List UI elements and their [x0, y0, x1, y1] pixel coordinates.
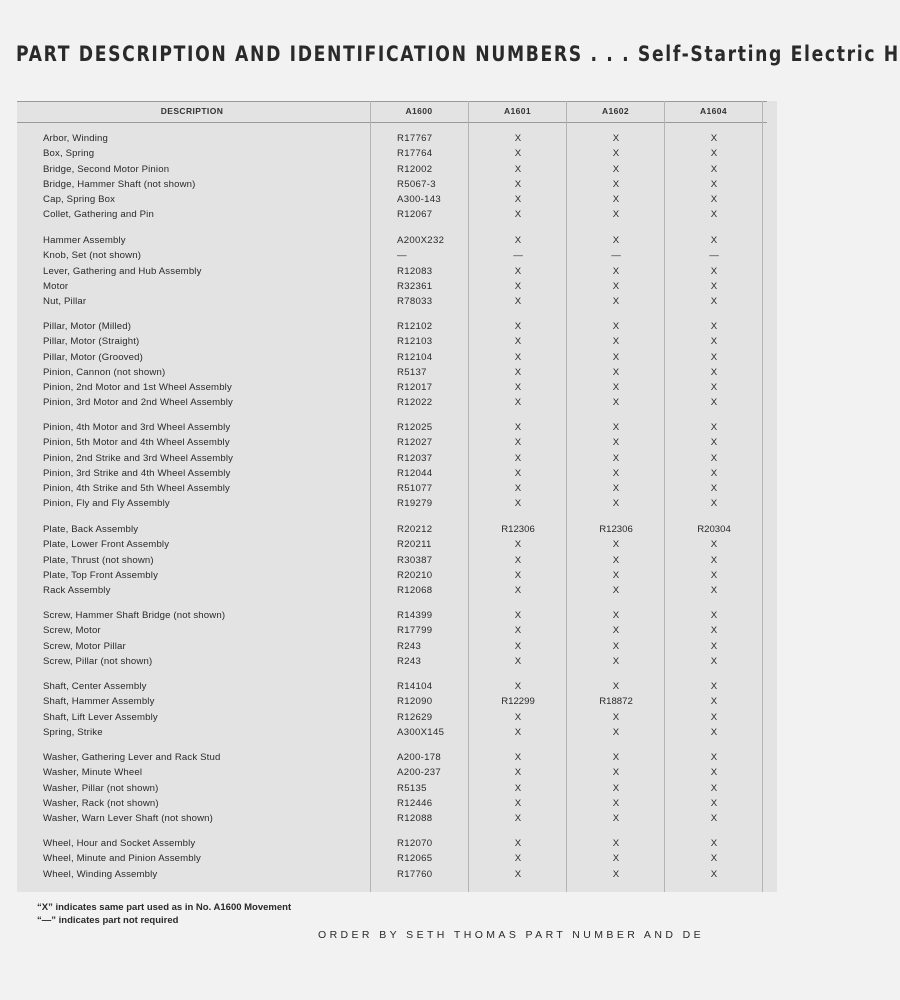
part-a1601: X [514, 336, 522, 348]
table-row [0, 694, 767, 709]
part-a1602: X [612, 782, 620, 794]
part-a1604: X [710, 696, 718, 708]
header-description: DESCRIPTION [160, 106, 224, 116]
table-row [0, 867, 767, 882]
part-description: Nut, Pillar [43, 296, 87, 307]
part-a1604: X [710, 422, 718, 433]
table-row [0, 264, 767, 279]
part-description: Plate, Top Front Assembly [43, 569, 159, 581]
part-number-a1600: R17764 [397, 148, 433, 160]
table-row [0, 654, 767, 669]
part-description: Collet, Gathering and Pin [43, 209, 154, 221]
part-number-a1600: R12067 [397, 209, 433, 221]
part-number-a1600: R12629 [397, 711, 433, 723]
part-a1601: X [514, 838, 522, 849]
part-description: Shaft, Hammer Assembly [43, 696, 155, 708]
part-a1601: R12299 [501, 696, 535, 708]
table-row [0, 248, 767, 263]
part-a1604: X [710, 767, 718, 779]
part-a1601: X [514, 498, 522, 510]
table-row [0, 811, 767, 826]
table-row [0, 496, 767, 511]
part-a1602: X [612, 838, 620, 849]
part-number-a1600: R12088 [397, 813, 433, 824]
part-a1604: X [710, 452, 718, 464]
part-a1601: X [514, 640, 522, 652]
part-a1604: X [710, 838, 718, 849]
part-a1601: X [514, 209, 522, 221]
table-row [0, 177, 767, 192]
part-description: Shaft, Center Assembly [43, 681, 147, 692]
table-row [0, 279, 767, 294]
part-a1602: X [612, 640, 620, 652]
part-a1602: X [612, 752, 620, 763]
part-number-a1600: R12103 [397, 336, 433, 348]
part-a1601: X [514, 655, 522, 667]
part-description: Washer, Pillar (not shown) [43, 782, 159, 794]
part-description: Wheel, Hour and Socket Assembly [43, 838, 196, 849]
part-a1601: X [514, 711, 522, 723]
part-a1602: X [612, 366, 620, 378]
part-number-a1600: R12070 [397, 838, 433, 849]
legend-dash-note: “—” indicates part not required [37, 915, 179, 926]
part-a1604: X [710, 209, 718, 221]
part-a1604: X [710, 296, 718, 307]
header-a1604: A1604 [699, 106, 728, 116]
part-number-a1600: — [397, 250, 407, 262]
part-a1604: X [710, 467, 718, 479]
part-a1602: X [612, 163, 620, 175]
part-description: Pillar, Motor (Milled) [43, 321, 132, 332]
part-number-a1600: R78033 [397, 296, 433, 307]
part-number-a1600: R12090 [397, 696, 433, 708]
table-row [0, 836, 767, 851]
part-number-a1600: R51077 [397, 483, 433, 494]
part-number-a1600: R19279 [397, 498, 433, 510]
header-a1600: A1600 [405, 106, 433, 116]
part-a1604: X [710, 655, 718, 667]
part-a1601: X [514, 296, 522, 307]
part-a1602: X [612, 397, 620, 409]
part-a1601: X [514, 235, 522, 246]
part-a1601: X [514, 148, 522, 160]
part-a1604: X [710, 585, 718, 596]
part-a1604: X [710, 351, 718, 363]
part-a1604: X [710, 265, 718, 277]
table-row [0, 146, 767, 161]
part-a1604: X [710, 194, 718, 205]
part-a1604: X [710, 711, 718, 723]
part-description: Plate, Back Assembly [43, 524, 139, 535]
part-a1601: X [514, 280, 522, 292]
part-a1601: X [514, 178, 522, 190]
part-a1604: X [710, 752, 718, 763]
part-a1602: X [612, 813, 620, 824]
part-number-a1600: R32361 [397, 280, 433, 292]
table-row [0, 481, 767, 496]
part-description: Box, Spring [43, 148, 95, 160]
part-a1601: X [514, 813, 522, 824]
part-description: Plate, Lower Front Assembly [43, 539, 170, 551]
header-a1602: A1602 [601, 106, 630, 116]
part-a1601: X [514, 366, 522, 378]
part-number-a1600: R12002 [397, 163, 433, 175]
part-a1601: X [514, 625, 522, 637]
part-number-a1600: R243 [397, 640, 422, 652]
part-number-a1600: R12065 [397, 853, 433, 865]
part-a1602: X [612, 148, 620, 160]
part-a1601: X [514, 868, 522, 880]
part-description: Washer, Gathering Lever and Rack Stud [43, 752, 221, 763]
table-row [0, 350, 767, 365]
part-a1602: R12306 [599, 524, 633, 535]
order-note: ORDER BY SETH THOMAS PART NUMBER AND DE [318, 929, 705, 941]
table-row [0, 365, 767, 380]
part-a1602: X [612, 265, 620, 277]
part-a1602: X [612, 711, 620, 723]
part-a1604: X [710, 163, 718, 175]
table-row [0, 451, 767, 466]
part-a1602: X [612, 422, 620, 433]
part-a1601: X [514, 554, 522, 566]
part-a1604: X [710, 625, 718, 637]
part-number-a1600: R20211 [397, 539, 432, 551]
part-number-a1600: R14104 [397, 681, 433, 692]
table-row [0, 781, 767, 796]
part-description: Screw, Hammer Shaft Bridge (not shown) [43, 610, 226, 621]
part-a1602: X [612, 797, 620, 809]
part-a1604: X [710, 610, 718, 621]
part-a1604: X [710, 868, 718, 880]
part-a1602: X [612, 296, 620, 307]
part-a1604: X [710, 178, 718, 190]
part-description: Pillar, Motor (Straight) [43, 336, 140, 348]
part-number-a1600: R20210 [397, 569, 433, 581]
part-a1601: X [514, 467, 522, 479]
part-number-a1600: R12017 [397, 382, 433, 393]
part-a1604: X [710, 280, 718, 292]
part-a1601: X [514, 569, 522, 581]
table-row [0, 380, 767, 395]
part-a1604: X [710, 539, 718, 551]
part-a1604: X [710, 366, 718, 378]
part-number-a1600: A200-237 [397, 767, 442, 779]
part-a1601: X [514, 681, 522, 692]
table-row [0, 207, 767, 222]
part-a1604: X [710, 483, 718, 494]
part-description: Hammer Assembly [43, 235, 126, 246]
part-a1602: X [612, 585, 620, 596]
part-a1604: X [710, 569, 718, 581]
part-description: Spring, Strike [43, 726, 103, 738]
table-row [0, 750, 767, 765]
part-a1602: X [612, 868, 620, 880]
table-row [0, 294, 767, 309]
part-number-a1600: R14399 [397, 610, 433, 621]
table-row [0, 466, 767, 481]
part-a1602: X [612, 280, 620, 292]
part-a1602: X [612, 569, 620, 581]
table-row [0, 796, 767, 811]
table-row [0, 162, 767, 177]
part-a1604: X [710, 437, 718, 449]
part-a1601: X [514, 853, 522, 865]
part-description: Wheel, Minute and Pinion Assembly [43, 853, 201, 865]
part-a1604: — [709, 250, 719, 262]
part-description: Screw, Motor Pillar [43, 640, 126, 652]
part-a1601: X [514, 422, 522, 433]
part-a1604: X [710, 681, 718, 692]
table-row [0, 679, 767, 694]
part-a1602: X [612, 467, 620, 479]
table-row [0, 420, 767, 435]
part-a1601: X [514, 797, 522, 809]
part-number-a1600: R12446 [397, 797, 433, 809]
part-description: Lever, Gathering and Hub Assembly [43, 265, 202, 277]
part-a1602: X [612, 539, 620, 551]
part-description: Pinion, Cannon (not shown) [43, 366, 166, 378]
part-a1604: X [710, 397, 718, 409]
part-a1604: R20304 [697, 524, 731, 535]
part-a1602: X [612, 610, 620, 621]
part-description: Arbor, Winding [43, 133, 109, 144]
part-a1601: X [514, 194, 522, 205]
part-a1604: X [710, 640, 718, 652]
part-a1602: X [612, 452, 620, 464]
part-a1602: X [612, 209, 620, 221]
part-number-a1600: R5135 [397, 782, 427, 794]
part-a1601: X [514, 133, 522, 144]
page-title: PART DESCRIPTION AND IDENTIFICATION NUMBERS . . . Self-Starting Electric H [16, 42, 900, 66]
part-a1604: X [710, 782, 718, 794]
part-description: Pinion, 2nd Motor and 1st Wheel Assembly [43, 382, 232, 393]
part-number-a1600: R12083 [397, 265, 433, 277]
part-number-a1600: R17799 [397, 625, 433, 637]
part-a1602: X [612, 382, 620, 393]
part-a1602: X [612, 625, 620, 637]
part-number-a1600: A200X232 [397, 235, 445, 246]
part-a1604: X [710, 235, 718, 246]
part-a1602: X [612, 178, 620, 190]
part-number-a1600: A300-143 [397, 194, 442, 205]
part-a1604: X [710, 797, 718, 809]
part-a1604: X [710, 726, 718, 738]
table-row [0, 710, 767, 725]
part-a1601: X [514, 767, 522, 779]
part-description: Pinion, 2nd Strike and 3rd Wheel Assembly [43, 452, 234, 464]
table-row [0, 233, 767, 248]
part-description: Washer, Warn Lever Shaft (not shown) [43, 813, 213, 824]
part-number-a1600: R12022 [397, 397, 433, 409]
table-row [0, 851, 767, 866]
part-description: Pinion, 3rd Strike and 4th Wheel Assembly [43, 467, 231, 479]
part-description: Pinion, 5th Motor and 4th Wheel Assembly [43, 437, 230, 449]
part-a1601: X [514, 726, 522, 738]
part-number-a1600: A300X145 [397, 726, 445, 738]
part-a1604: X [710, 554, 718, 566]
part-description: Rack Assembly [43, 585, 111, 596]
part-description: Bridge, Second Motor Pinion [43, 163, 170, 175]
part-description: Washer, Minute Wheel [43, 767, 143, 779]
part-a1602: X [612, 235, 620, 246]
part-number-a1600: R12027 [397, 437, 433, 449]
part-number-a1600: R20212 [397, 524, 433, 535]
part-a1601: X [514, 397, 522, 409]
part-a1601: X [514, 382, 522, 393]
part-a1602: X [612, 437, 620, 449]
part-description: Plate, Thrust (not shown) [43, 554, 154, 566]
part-number-a1600: R12102 [397, 321, 433, 332]
part-description: Pinion, 4th Motor and 3rd Wheel Assembly [43, 422, 231, 433]
part-a1601: X [514, 163, 522, 175]
part-a1602: X [612, 767, 620, 779]
part-a1604: X [710, 813, 718, 824]
part-a1602: X [612, 483, 620, 494]
part-a1601: X [514, 452, 522, 464]
part-a1602: X [612, 133, 620, 144]
part-a1601: X [514, 265, 522, 277]
part-a1604: X [710, 133, 718, 144]
part-a1602: X [612, 726, 620, 738]
part-a1602: X [612, 655, 620, 667]
part-description: Shaft, Lift Lever Assembly [43, 711, 158, 723]
part-a1601: X [514, 610, 522, 621]
legend-x-note: “X” indicates same part used as in No. A1600 Movement [37, 902, 292, 913]
part-a1604: X [710, 498, 718, 510]
part-number-a1600: R243 [397, 655, 422, 667]
table-row [0, 623, 767, 638]
part-a1602: X [612, 681, 620, 692]
part-description: Pinion, 3rd Motor and 2nd Wheel Assembly [43, 397, 233, 409]
part-description: Cap, Spring Box [43, 194, 116, 205]
table-row [0, 583, 767, 598]
part-a1601: X [514, 483, 522, 494]
part-a1602: X [612, 351, 620, 363]
part-description: Motor [43, 280, 69, 292]
part-description: Pinion, 4th Strike and 5th Wheel Assembly [43, 483, 230, 494]
table-row [0, 537, 767, 552]
table-row [0, 522, 767, 537]
table-row [0, 131, 767, 146]
part-description: Washer, Rack (not shown) [43, 797, 159, 809]
part-a1602: X [612, 336, 620, 348]
part-a1601: X [514, 585, 522, 596]
part-a1601: X [514, 351, 522, 363]
part-number-a1600: R12104 [397, 351, 433, 363]
part-a1601: X [514, 752, 522, 763]
part-a1602: X [612, 853, 620, 865]
table-row [0, 435, 767, 450]
part-description: Bridge, Hammer Shaft (not shown) [43, 178, 196, 190]
part-a1601: X [514, 539, 522, 551]
part-a1604: X [710, 148, 718, 160]
table-row [0, 192, 767, 207]
part-a1601: X [514, 437, 522, 449]
part-a1602: X [612, 321, 620, 332]
part-a1601: — [513, 250, 523, 262]
table-row [0, 319, 767, 334]
part-description: Pillar, Motor (Grooved) [43, 351, 143, 363]
header-a1601: A1601 [503, 106, 532, 116]
table-row [0, 639, 767, 654]
table-row [0, 553, 767, 568]
part-a1604: X [710, 382, 718, 393]
part-number-a1600: R12068 [397, 585, 433, 596]
part-description: Screw, Motor [43, 625, 101, 637]
part-description: Pinion, Fly and Fly Assembly [43, 498, 170, 510]
part-a1604: X [710, 321, 718, 332]
table-row [0, 568, 767, 583]
part-description: Knob, Set (not shown) [43, 250, 142, 262]
part-number-a1600: R17767 [397, 133, 433, 144]
part-a1602: — [611, 250, 621, 262]
part-a1602: R18872 [599, 696, 633, 708]
part-number-a1600: R12025 [397, 422, 433, 433]
table-row [0, 765, 767, 780]
part-number-a1600: A200-178 [397, 752, 442, 763]
part-a1601: R12306 [501, 524, 535, 535]
part-number-a1600: R12037 [397, 452, 433, 464]
part-a1601: X [514, 782, 522, 794]
part-a1604: X [710, 336, 718, 348]
part-a1604: X [710, 853, 718, 865]
part-description: Screw, Pillar (not shown) [43, 655, 153, 667]
part-number-a1600: R17760 [397, 868, 433, 880]
table-row [0, 334, 767, 349]
table-row [0, 608, 767, 623]
part-number-a1600: R12044 [397, 467, 433, 479]
part-number-a1600: R5067-3 [397, 178, 436, 190]
table-row [0, 395, 767, 410]
part-number-a1600: R5137 [397, 366, 427, 378]
part-a1601: X [514, 321, 522, 332]
part-a1602: X [612, 554, 620, 566]
part-description: Wheel, Winding Assembly [43, 868, 158, 880]
part-number-a1600: R30387 [397, 554, 433, 566]
table-row [0, 725, 767, 740]
part-a1602: X [612, 498, 620, 510]
part-a1602: X [612, 194, 620, 205]
